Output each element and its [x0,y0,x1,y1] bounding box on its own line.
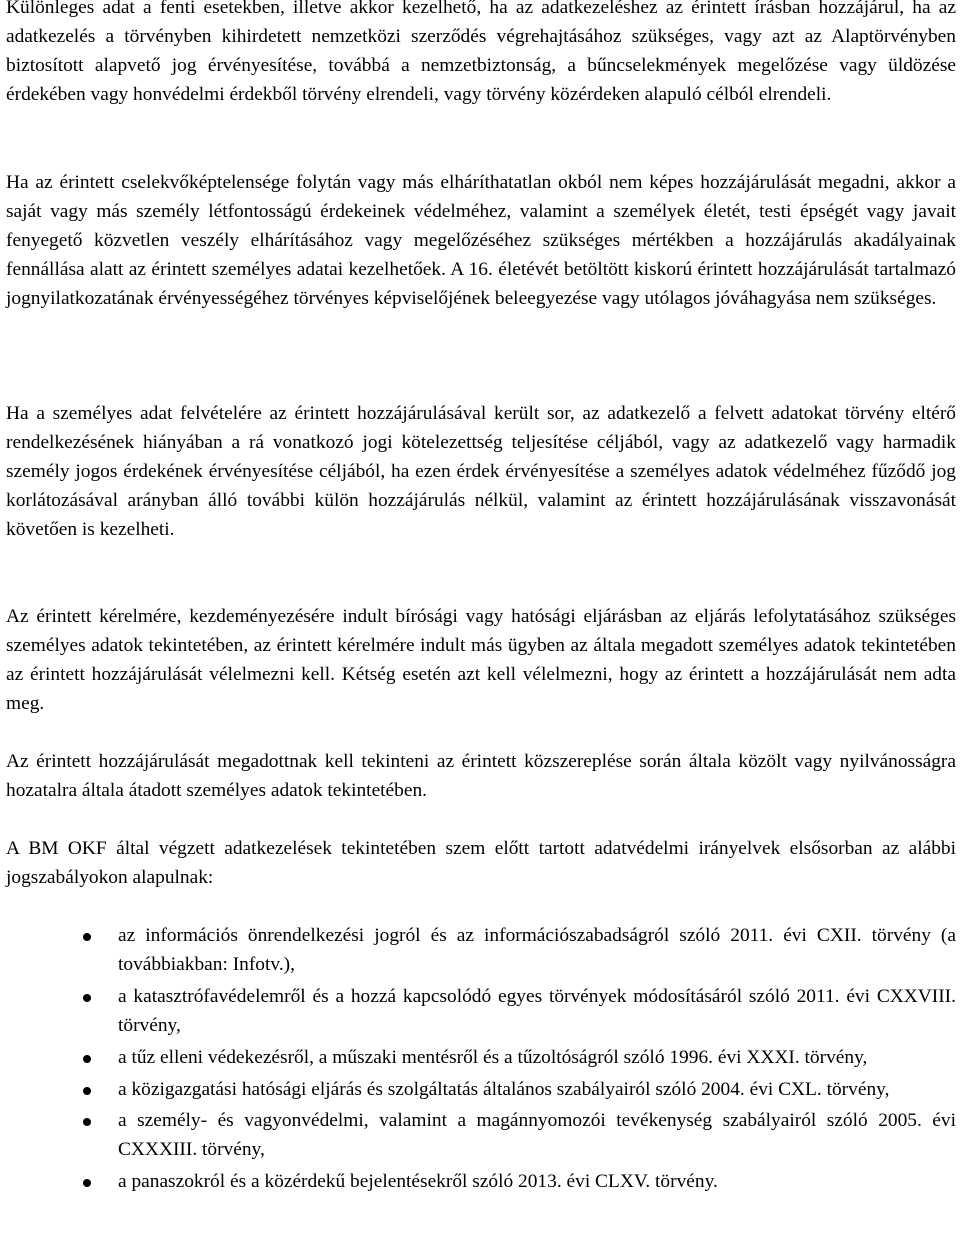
bullet-icon [83,994,91,1002]
paragraph-special-data: Különleges adat a fenti esetekben, illetve akkor kezelhető, ha az adatkezeléshez az érintett írásban hozzájárul, ha az adatkezelés a törvényben kihirdetett nemzetközi szerződés végrehajtásához szükséges, vagy azt az Alaptörvényben biztosított alapvető jog érvényesítése, továbbá a nemzetbiztonság, a bűncselekmények megelőzése vagy üldözése érdekében vagy honvédelmi érdekből törvény elrendeli, vagy törvény közérdeken alapuló célból elrendeli. [6,0,956,105]
paragraph-consent-recorded: Ha a személyes adat felvételére az érintett hozzájárulásával került sor, az adatkezelő a felvett adatokat törvény eltérő rendelkezésének hiányában a rá vonatkozó jogi kötelezettség teljesítése céljából, vagy az adatkezelő vagy harmadik személy jogos érdekének érvényesítése céljából, ha ezen érdek érvényesítése a személyes adatok védelméhez fűződő jog korlátozásával arányban álló további külön hozzájárulás nélkül, valamint az érintett hozzájárulásának visszavonását követően is kezelheti. [6,403,956,540]
list-item [6,1168,956,1197]
bullet-icon [83,933,91,941]
paragraph-guidelines-intro: A BM OKF által végzett adatkezelések tekintetében szem előtt tartott adatvédelmi irányelvek elsősorban az alábbi jogszabályokon alapulnak: [6,838,956,888]
list-item-text: a személy- és vagyonvédelmi, valamint a magánnyomozói tevékenység szabályairól szóló 2005. évi CXXXIII. törvény, [118,1110,956,1161]
list-item-text: a tűz elleni védekezésről, a műszaki mentésről és a tűzoltóságról szóló 1996. évi XXXI. törvény, [118,1046,868,1068]
paragraph-incapacity: Ha az érintett cselekvőképtelensége folytán vagy más elháríthatatlan okból nem képes hozzájárulását megadni, akkor a saját vagy más személy létfontosságú érdekeinek védelméhez, valamint a személyek életét, testi épségét vagy javait fenyegető közvetlen veszély elhárításához vagy megelőzéséhez szükséges mértékben a hozzájárulás akadályainak fennállása alatt az érintett személyes adatai kezelhetőek. A 16. életévét betöltött kiskorú érintett hozzájárulását tartalmazó jognyilatkozatának érvényességéhez törvényes képviselőjének beleegyezése vagy utólagos jóváhagyása nem szükséges. [6,172,956,309]
bullet-icon [83,1055,91,1063]
list-item [6,1107,956,1165]
bullet-icon [83,1179,91,1187]
list-item [6,1076,956,1105]
bullet-icon [83,1118,91,1126]
list-item-text: a közigazgatási hatósági eljárás és szolgáltatás általános szabályairól szóló 2004. évi CXL. törvény, [118,1078,890,1100]
list-item [6,1044,956,1073]
paragraph-request-proceedings: Az érintett kérelmére, kezdeményezésére indult bírósági vagy hatósági eljárásban az eljárás lefolytatásához szükséges személyes adatok tekintetében, az érintett kérelmére indult más ügyben az általa megadott személyes adatok tekintetében az érintett hozzájárulását vélelmezni kell. Kétség esetén azt kell vélelmezni, hogy az érintett a hozzájárulását nem adta meg. [6,606,956,714]
legislation-list [6,922,956,1200]
list-item [6,922,956,980]
list-item-text: a katasztrófavédelemről és a hozzá kapcsolódó egyes törvények módosításáról szóló 2011. évi CXXVIII. törvény, [118,985,956,1036]
list-item-text: az információs önrendelkezési jogról és az információszabadságról szóló 2011. évi CXII. törvény (a továbbiakban: Infotv.), [118,925,956,975]
list-item [6,983,956,1041]
bullet-icon [83,1087,91,1095]
paragraph-public-appearance: Az érintett hozzájárulását megadottnak kell tekinteni az érintett közszereplése során általa közölt vagy nyilvánosságra hozatalra általa átadott személyes adatok tekintetében. [6,751,956,801]
list-item-text: a panaszokról és a közérdekű bejelentésekről szóló 2013. évi CLXV. törvény. [118,1171,718,1193]
